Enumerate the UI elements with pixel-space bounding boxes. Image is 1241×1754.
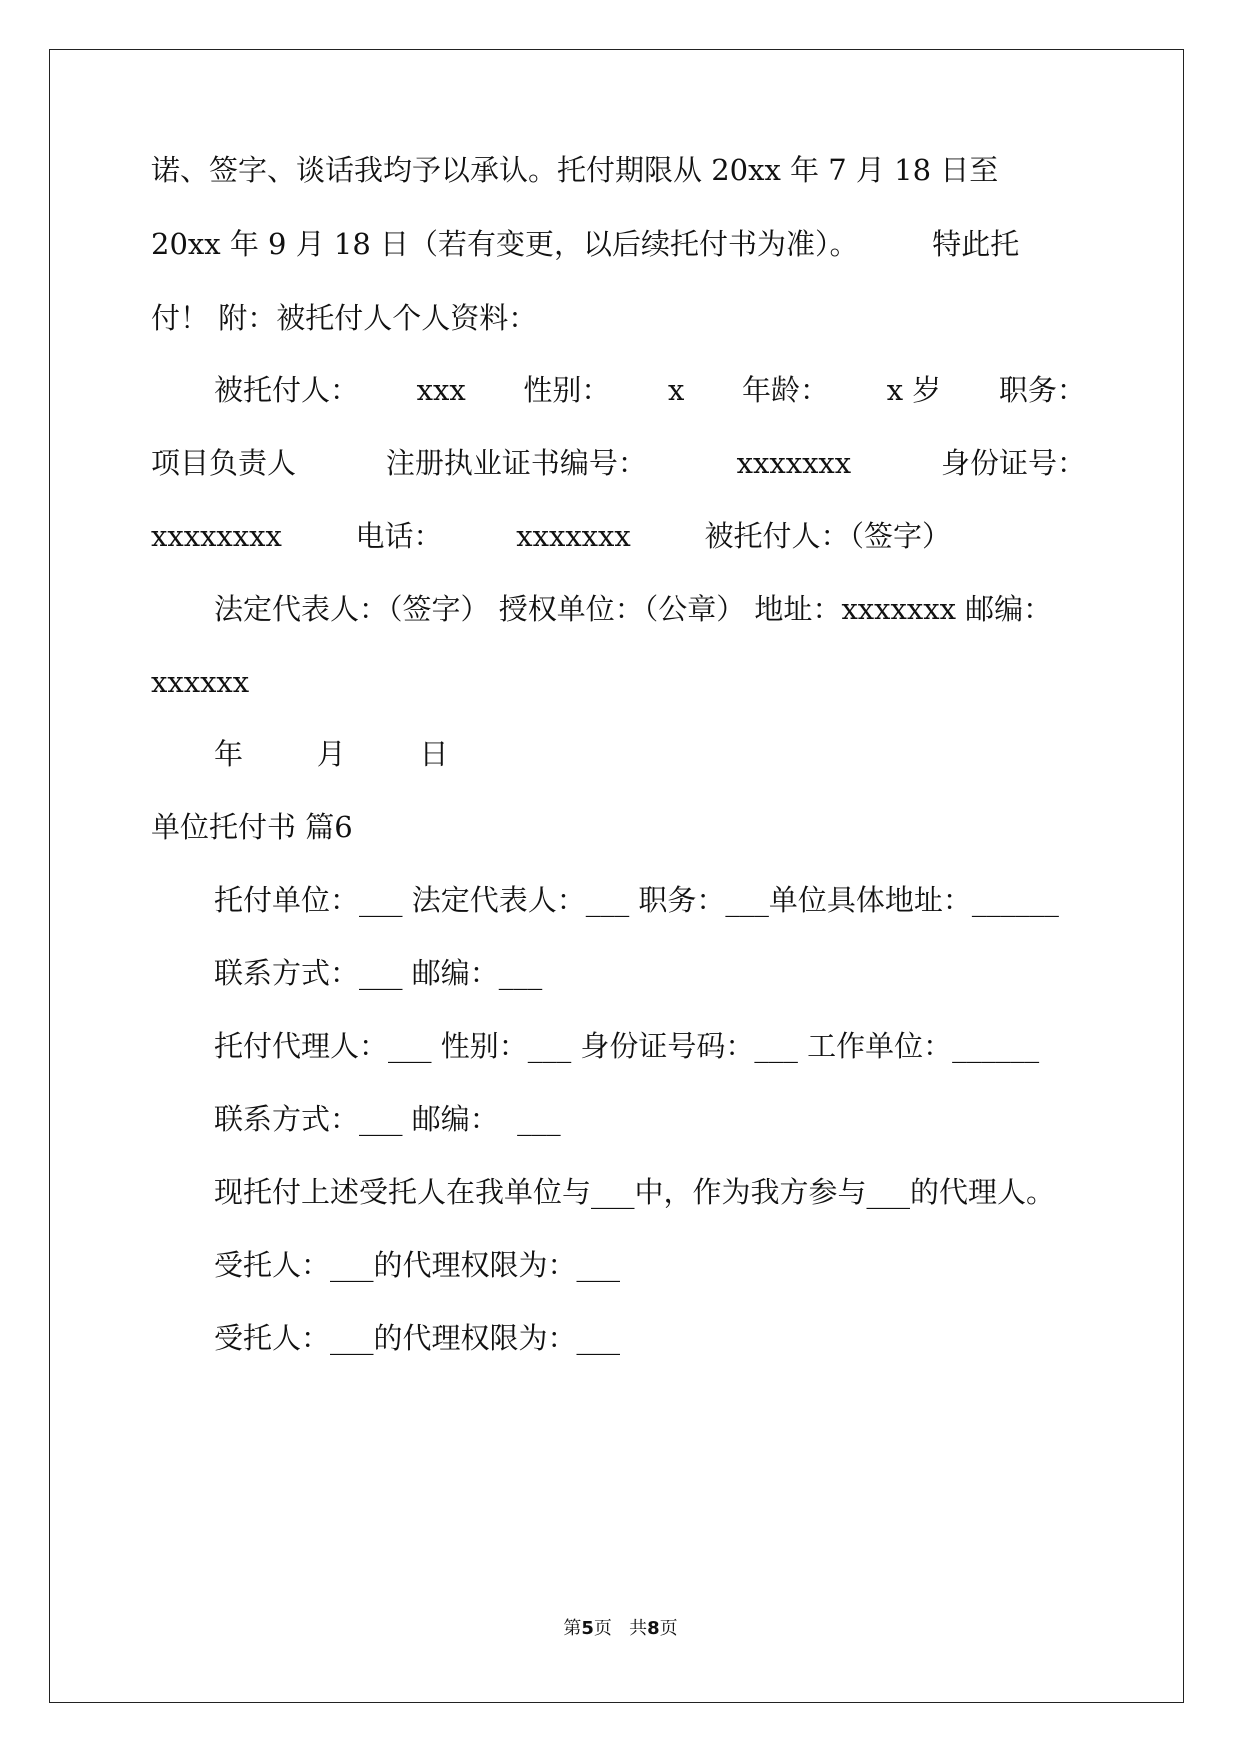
contact-row-2: 联系方式：___ 邮编： ___ [214,1102,561,1136]
page-footer [0,1618,1241,1640]
body-line-1-text: 诺、签字、谈话我均予以承认。托付期限从 20xx 年 7 月 18 日至 [151,153,999,187]
phone-value: xxxxxxx [516,519,631,553]
section-heading: 单位托付书 篇6 [151,810,353,844]
gender-label: 性别： [523,373,611,407]
trustee-info-row [214,372,1086,408]
legal-rep-row: 法定代表人：（签字） 授权单位：（公章） 地址：xxxxxxx 邮编： [214,592,1053,626]
age-label: 年龄： [742,373,830,407]
footer-total-pages: 8 [647,1618,660,1639]
trustee-value: xxx [416,373,466,407]
body-line-2: 20xx 年 9 月 18 日（若有变更，以后续托付书为准）。 特此托 [151,227,1020,261]
page-border [49,49,1184,1703]
postcode-value: xxxxxx [151,665,250,699]
authority-line-2: 受托人：___的代理权限为：___ [214,1321,621,1355]
position-label: 职务： [998,373,1086,407]
gender-value: x [668,373,685,407]
footer-suffix: 页 [659,1618,678,1639]
cert-number-value: xxxxxxx [736,446,852,480]
footer-prefix: 第 [563,1618,582,1639]
id-number-value: xxxxxxxx [151,519,282,553]
trustee-signature: 被托付人：（签字） [704,519,951,553]
authority-line-1: 受托人：___的代理权限为：___ [214,1248,621,1282]
trustee-label: 被托付人： [214,373,360,407]
entrusting-unit-row: 托付单位：___ 法定代表人：___ 职务：___单位具体地址：______ [214,883,1059,917]
footer-page-number: 5 [581,1618,594,1639]
position-value: 项目负责人 [151,446,297,480]
body-line-1 [151,152,1086,188]
phone-label: 电话： [355,519,443,553]
contact-row-1: 联系方式：___ 邮编：___ [214,956,543,990]
body-line-3: 付！ 附：被托付人个人资料： [151,301,538,335]
position-cert-row [151,445,1086,481]
date-line: 年 月 日 [214,737,449,771]
id-number-label: 身份证号： [940,446,1086,480]
agent-row: 托付代理人：___ 性别：___ 身份证号码：___ 工作单位：______ [214,1029,1040,1063]
age-value: x 岁 [886,373,942,407]
entrust-statement: 现托付上述受托人在我单位与___中，作为我方参与___的代理人。 [214,1175,1056,1209]
cert-number-label: 注册执业证书编号： [385,446,647,480]
footer-mid: 页 共 [593,1618,648,1639]
id-phone-row [151,518,951,554]
